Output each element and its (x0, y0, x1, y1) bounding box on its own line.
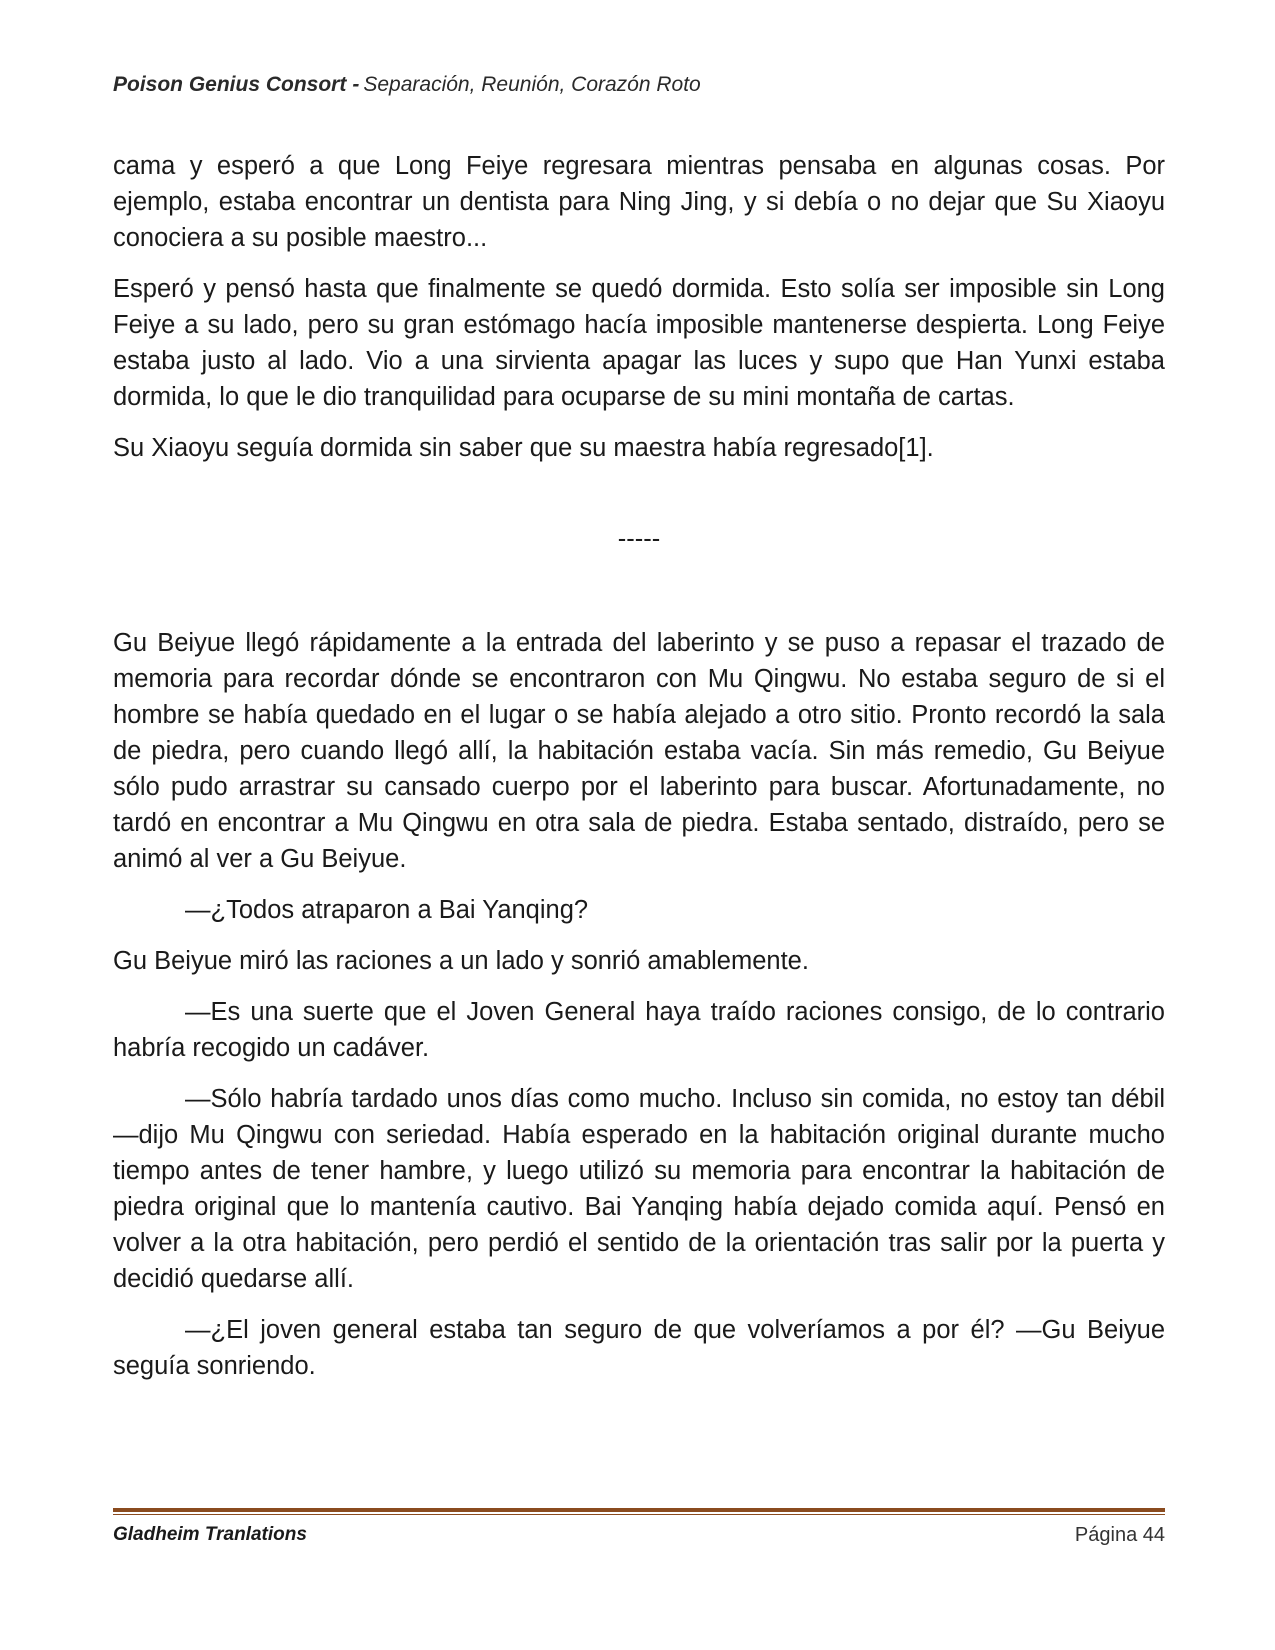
footer-page-number: Página 44 (1074, 1524, 1165, 1546)
book-title: Poison Genius Consort (113, 73, 347, 96)
running-header (113, 73, 701, 97)
paragraph-1: cama y esperó a que Long Feiye regresara mientras pensaba en algunas cosas. Por ejemplo, estaba encontrar un dentista para Ning Jing, y si debía o no dejar que Su Xiaoyu conociera a su posible maestro... (113, 152, 1165, 252)
section-divider: ----- (617, 525, 661, 553)
footer-rule-thick (113, 1508, 1165, 1512)
footer-rule-thin (113, 1514, 1165, 1515)
body-text (113, 148, 1165, 1399)
paragraph-5: —¿Todos atraparon a Bai Yanqing? (185, 896, 589, 924)
paragraph-6: Gu Beiyue miró las raciones a un lado y sonrió amablemente. (113, 947, 809, 975)
paragraph-7: —Es una suerte que el Joven General haya traído raciones consigo, de lo contrario habría recogido un cadáver. (113, 998, 1165, 1062)
footer-rule (113, 1508, 1165, 1515)
paragraph-9: —¿El joven general estaba tan seguro de que volveríamos a por él? —Gu Beiyue seguía sonriendo. (113, 1316, 1165, 1380)
paragraph-3: Su Xiaoyu seguía dormida sin saber que su maestra había regresado[1]. (113, 434, 934, 462)
divider-spacing (113, 557, 1165, 625)
paragraph-2: Esperó y pensó hasta que finalmente se quedó dormida. Esto solía ser imposible sin Long Feiye a su lado, pero su gran estómago hacía imposible mantenerse despierta. Long Feiye estaba justo al lado. Vio a una sirvienta apagar las luces y supo que Han Yunxi estaba dormida, lo que le dio tranquilidad para ocuparse de su mini montaña de cartas. (113, 275, 1165, 411)
footer-publisher: Gladheim Tranlations (113, 1524, 307, 1545)
chapter-title: Separación, Reunión, Corazón Roto (363, 73, 701, 96)
header-separator: - (352, 73, 360, 96)
paragraph-4: Gu Beiyue llegó rápidamente a la entrada del laberinto y se puso a repasar el trazado de memoria para recordar dónde se encontraron con Mu Qingwu. No estaba seguro de si el hombre se había quedado en el lugar o se había alejado a otro sitio. Pronto recordó la sala de piedra, pero cuando llegó allí, la habitación estaba vacía. Sin más remedio, Gu Beiyue sólo pudo arrastrar su cansado cuerpo por el laberinto para buscar. Afortunadamente, no tardó en encontrar a Mu Qingwu en otra sala de piedra. Estaba sentado, distraído, pero se animó al ver a Gu Beiyue. (113, 629, 1165, 873)
paragraph-8: —Sólo habría tardado unos días como mucho. Incluso sin comida, no estoy tan débil —dijo Mu Qingwu con seriedad. Había esperado en la habitación original durante mucho tiempo antes de tener hambre, y luego utilizó su memoria para encontrar la habitación de piedra original que lo mantenía cautivo. Bai Yanqing había dejado comida aquí. Pensó en volver a la otra habitación, pero perdió el sentido de la orientación tras salir por la puerta y decidió quedarse allí. (113, 1085, 1165, 1293)
